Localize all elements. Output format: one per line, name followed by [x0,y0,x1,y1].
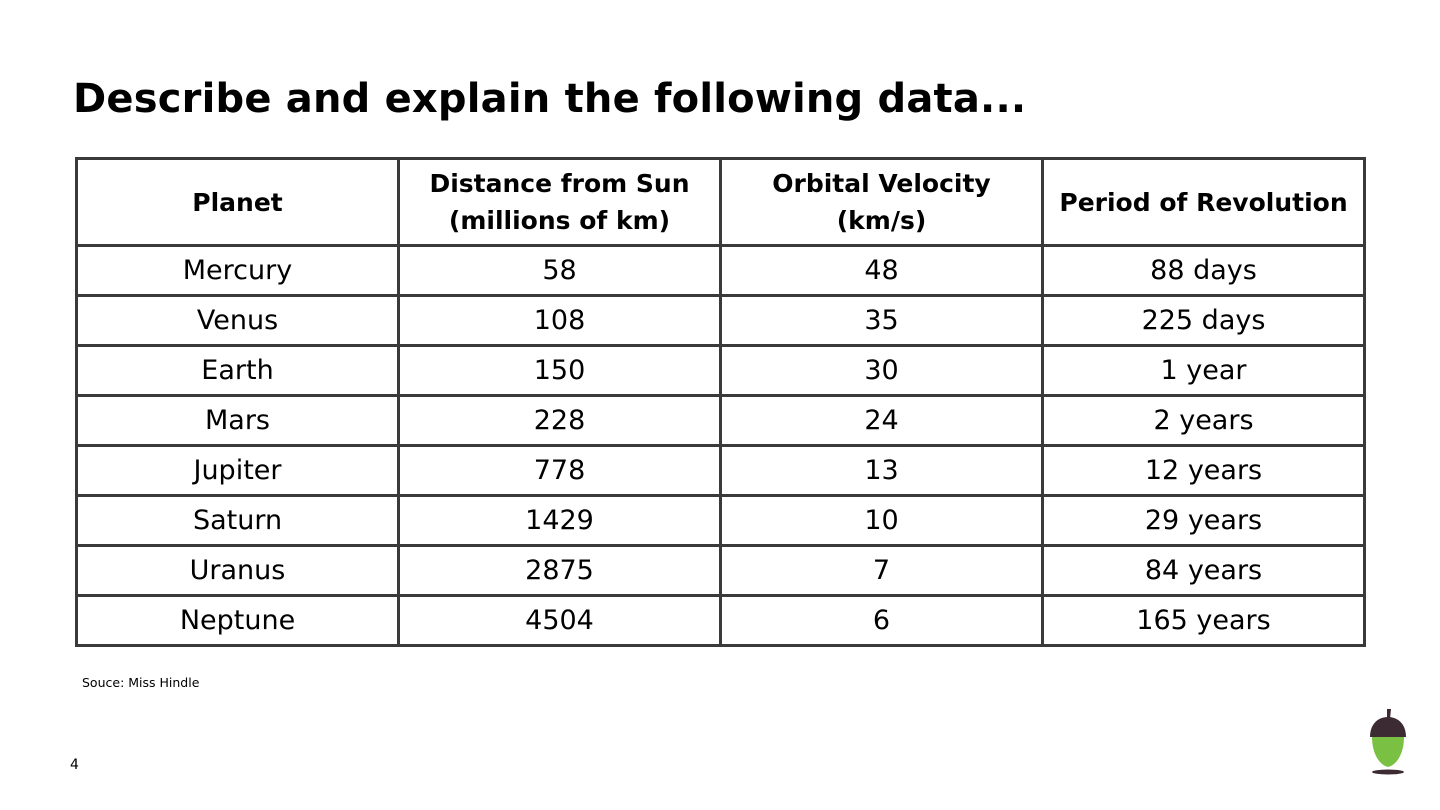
cell-distance: 2875 [399,546,721,596]
cell-period: 29 years [1043,496,1365,546]
slide-title: Describe and explain the following data... [73,76,1027,122]
cell-distance: 778 [399,446,721,496]
cell-planet: Mars [77,396,399,446]
header-velocity: Orbital Velocity (km/s) [721,159,1043,246]
cell-distance: 108 [399,296,721,346]
table-body [77,246,1365,646]
cell-planet: Jupiter [77,446,399,496]
planet-data-table [75,157,1366,647]
cell-distance: 228 [399,396,721,446]
cell-velocity: 24 [721,396,1043,446]
cell-planet: Neptune [77,596,399,646]
header-distance: Distance from Sun (millions of km) [399,159,721,246]
cell-velocity: 30 [721,346,1043,396]
cell-period: 225 days [1043,296,1365,346]
cell-period: 12 years [1043,446,1365,496]
cell-planet: Venus [77,296,399,346]
cell-velocity: 10 [721,496,1043,546]
table-row [77,546,1365,596]
table-row [77,446,1365,496]
cell-velocity: 6 [721,596,1043,646]
cell-period: 1 year [1043,346,1365,396]
cell-velocity: 7 [721,546,1043,596]
table-row [77,596,1365,646]
acorn-icon [1363,707,1413,779]
cell-planet: Saturn [77,496,399,546]
table-row [77,496,1365,546]
cell-distance: 150 [399,346,721,396]
table-row [77,246,1365,296]
cell-distance: 4504 [399,596,721,646]
table-row [77,296,1365,346]
cell-velocity: 35 [721,296,1043,346]
header-period: Period of Revolution [1043,159,1365,246]
cell-distance: 1429 [399,496,721,546]
table-row [77,396,1365,446]
cell-period: 165 years [1043,596,1365,646]
cell-period: 84 years [1043,546,1365,596]
cell-period: 88 days [1043,246,1365,296]
table-header-row [77,159,1365,246]
cell-velocity: 13 [721,446,1043,496]
cell-distance: 58 [399,246,721,296]
page-number: 4 [70,757,79,773]
cell-planet: Uranus [77,546,399,596]
source-note: Souce: Miss Hindle [82,675,200,690]
cell-planet: Earth [77,346,399,396]
cell-velocity: 48 [721,246,1043,296]
cell-period: 2 years [1043,396,1365,446]
table-row [77,346,1365,396]
header-planet: Planet [77,159,399,246]
cell-planet: Mercury [77,246,399,296]
